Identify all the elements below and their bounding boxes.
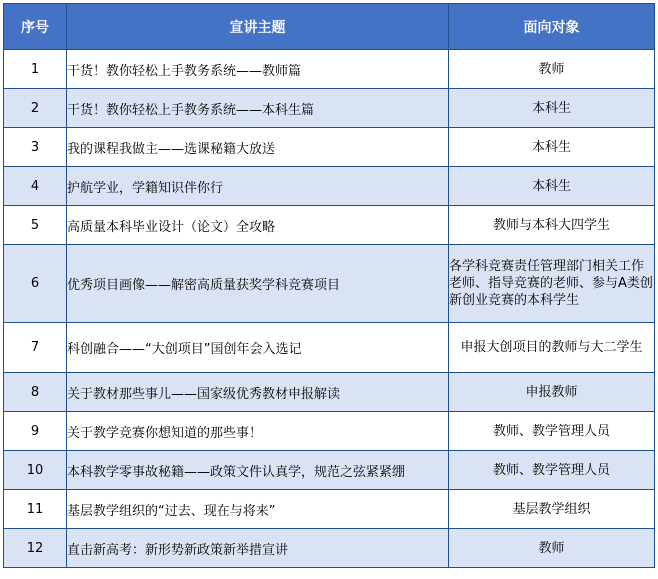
row-no: 12: [4, 529, 67, 568]
row-topic: 本科教学零事故秘籍——政策文件认真学，规范之弦紧紧绷: [67, 451, 449, 490]
row-topic: 高质量本科毕业设计（论文）全攻略: [67, 206, 449, 245]
row-no: 10: [4, 451, 67, 490]
lecture-topics-table: [3, 3, 655, 568]
row-no: 6: [4, 245, 67, 323]
row-audience: 本科生: [449, 89, 655, 128]
row-no: 2: [4, 89, 67, 128]
row-no: 3: [4, 128, 67, 167]
table-row: [4, 451, 655, 490]
row-topic: 科创融合——“大创项目”国创年会入选记: [67, 323, 449, 373]
row-audience: 本科生: [449, 167, 655, 206]
table-row: [4, 245, 655, 323]
row-topic: 基层教学组织的“过去、现在与将来”: [67, 490, 449, 529]
table-row: [4, 412, 655, 451]
row-audience: 教师: [449, 529, 655, 568]
header-no: 序号: [4, 4, 67, 50]
row-topic: 优秀项目画像——解密高质量获奖学科竞赛项目: [67, 245, 449, 323]
row-topic: 直击新高考：新形势新政策新举措宣讲: [67, 529, 449, 568]
row-no: 9: [4, 412, 67, 451]
row-audience: 各学科竞赛责任管理部门相关工作老师、指导竞赛的老师、参与A类创新创业竞赛的本科学生: [449, 245, 655, 323]
row-audience: 基层教学组织: [449, 490, 655, 529]
table-row: [4, 373, 655, 412]
table-row: [4, 490, 655, 529]
row-topic: 关于教材那些事儿——国家级优秀教材申报解读: [67, 373, 449, 412]
table-row: [4, 167, 655, 206]
row-audience: 申报大创项目的教师与大二学生: [449, 323, 655, 373]
row-audience: 教师、教学管理人员: [449, 412, 655, 451]
row-audience: 申报教师: [449, 373, 655, 412]
row-topic: 关于教学竞赛你想知道的那些事！: [67, 412, 449, 451]
row-audience: 教师与本科大四学生: [449, 206, 655, 245]
row-topic: 护航学业，学籍知识伴你行: [67, 167, 449, 206]
row-audience: 教师: [449, 50, 655, 89]
row-topic: 我的课程我做主——选课秘籍大放送: [67, 128, 449, 167]
row-audience: 本科生: [449, 128, 655, 167]
table-row: [4, 50, 655, 89]
table-header-row: [4, 4, 655, 50]
row-no: 5: [4, 206, 67, 245]
row-no: 7: [4, 323, 67, 373]
row-no: 1: [4, 50, 67, 89]
table-row: [4, 206, 655, 245]
table-row: [4, 529, 655, 568]
row-topic: 干货！教你轻松上手教务系统——教师篇: [67, 50, 449, 89]
table-row: [4, 89, 655, 128]
row-no: 11: [4, 490, 67, 529]
table-row: [4, 323, 655, 373]
row-no: 8: [4, 373, 67, 412]
header-audience: 面向对象: [449, 4, 655, 50]
row-audience: 教师、教学管理人员: [449, 451, 655, 490]
row-no: 4: [4, 167, 67, 206]
table-row: [4, 128, 655, 167]
row-topic: 干货！教你轻松上手教务系统——本科生篇: [67, 89, 449, 128]
header-topic: 宣讲主题: [67, 4, 449, 50]
